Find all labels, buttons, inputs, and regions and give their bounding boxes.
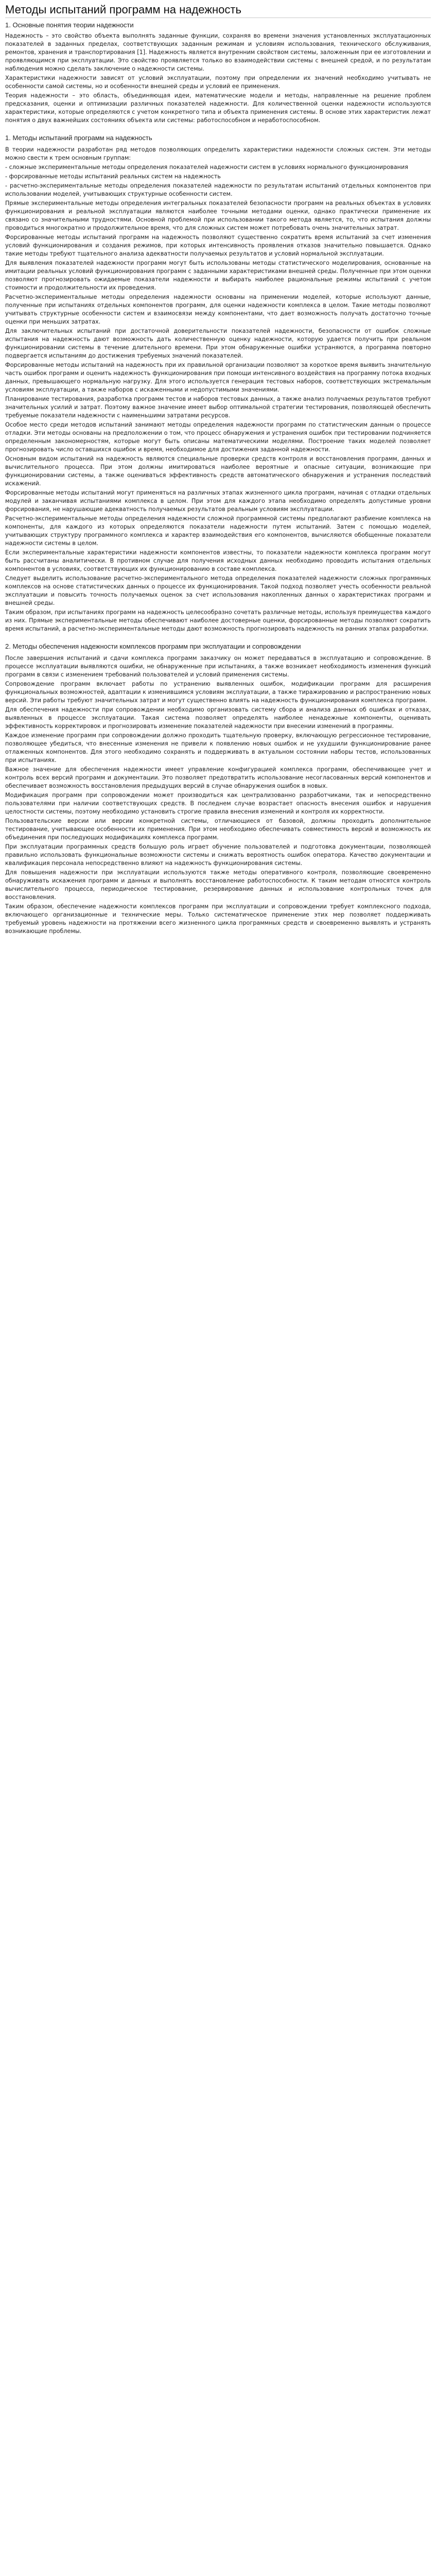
paragraph: Форсированные методы испытаний на надежность при их правильной организации позволяют за короткое время выявить значительную часть ошибок программ и оценить надежность функционирования при помощи интенсивного воздействия на программу потока входных данных, превышающего нормальную нагрузку. Для этого используется генерация тестовых наборов, соответствующих экстремальным условиям эксплуатации, а также наборов с искаженными и недопустимыми значениями. xyxy=(5,362,431,393)
paragraph: Каждое изменение программ при сопровождении должно проходить тщательную проверку, включающую регрессионное тестирование, позволяющее убедиться, что внесенные изменения не привели к появлению новых ошибок и не ухудшили функционирование ранее отлаженных компонентов. Для этого необходимо сохранять и поддерживать в актуальном состоянии наборы тестов, использованных при испытаниях. xyxy=(5,732,431,764)
paragraph: Характеристики надежности зависят от условий эксплуатации, поэтому при определении их значений необходимо учитывать не особенности самой системы, но и особенности внешней среды и условий ее применения. xyxy=(5,75,431,90)
list-item: - форсированные методы испытаний реальных систем на надежность xyxy=(5,173,221,180)
paragraph: Расчетно-экспериментальные методы определения надежности основаны на применении моделей, которые используют данные, полученные при испытаниях отдельных компонентов программ, для оценки надежности комплекса в целом. Такие методы позволяют учитывать структурные особенности систем и взаимосвязи между компонентами, что дает возможность получать достаточно точные оценки при меньших затратах. xyxy=(5,294,431,325)
paragraph: В теории надежности разработан ряд методов позволяющих определить характеристики надежности сложных систем. Эти методы можно свести к трем основным группам: xyxy=(5,146,431,161)
section-heading: 1. Методы испытаний программ на надежность xyxy=(5,134,152,142)
toc-entry: 1. Основные понятия теории надежности xyxy=(5,21,134,29)
paragraph: После завершения испытаний и сдачи комплекса программ заказчику он может передаваться в эксплуатацию и сопровождение. В процессе эксплуатации выявляются ошибки, не обнаруженные при испытаниях, а также возникает необходимость изменения функций программ в связи с изменением требований пользователей и условий применения системы. xyxy=(5,655,431,678)
paragraph: Для обеспечения надежности при сопровождении необходимо организовать систему сбора и анализа данных об ошибках и отказах, выявленных в процессе эксплуатации. Такая система позволяет определять наиболее ненадежные компоненты, оценивать эффективность корректировок и прогнозировать изменение показателей надежности при внесении изменений в программы. xyxy=(5,706,431,730)
paragraph: Для выявления показателей надежности программ могут быть использованы методы статистического моделирования, основанные на имитации реальных условий функционирования программ с заданными характеристиками внешней среды. Полученные при этом оценки позволяют прогнозировать ожидаемые показатели надежности и выбирать наиболее рациональные режимы испытаний с учетом стоимости и продолжительности их проведения. xyxy=(5,260,431,291)
paragraph: Планирование тестирования, разработка программ тестов и наборов тестовых данных, а также анализ получаемых результатов требуют значительных усилий и затрат. Поэтому важное значение имеет выбор оптимальной стратегии тестирования, позволяющей обеспечить требуемые показатели надежности с наименьшими затратами ресурсов. xyxy=(5,396,431,419)
paragraph: Форсированные методы испытаний могут применяться на различных этапах жизненного цикла программ, начиная с отладки отдельных модулей и заканчивая испытаниями комплекса в целом. При этом для каждого этапа необходимо определять допустимые уровни форсирования, не нарушающие адекватность получаемых результатов реальным условиям эксплуатации. xyxy=(5,489,431,513)
paragraph: Модификация программ при сопровождении может производиться как централизованно разработчиками, так и непосредственно пользователями при наличии соответствующих средств. В последнем случае возрастает опасность внесения ошибок и нарушения целостности системы, поэтому необходимо установить строгие правила внесения изменений и контроля их корректности. xyxy=(5,792,431,815)
section-testing-methods xyxy=(5,134,431,633)
article xyxy=(0,0,436,957)
page-title: Методы испытаний программ на надежность xyxy=(5,3,241,16)
paragraph: Расчетно-экспериментальные методы определения надежности сложной программной системы предполагают разбиение комплекса на компоненты, для каждого из которых определяются показатели надежности путем испытаний. Затем с помощью моделей, учитывающих структуру программного комплекса и характер взаимодействия его компонентов, вычисляются обобщенные показатели надежности системы в целом. xyxy=(5,515,431,547)
paragraph: Таким образом, обеспечение надежности комплексов программ при эксплуатации и сопровождении требует комплексного подхода, включающего организационные и технические меры. Только систематическое применение этих мер позволяет поддерживать требуемый уровень надежности на протяжении всего жизненного цикла программных средств и своевременно выявлять и устранять возникающие проблемы. xyxy=(5,903,431,935)
paragraph: Сопровождение программ включает работы по устранению выявленных ошибок, модификации программ для расширения функциональных возможностей, адаптации к изменившимся условиям эксплуатации, а также тиражированию и распространению новых версий. Эти работы требуют значительных затрат и могут существенно влиять на надежность функционирования комплекса программ. xyxy=(5,681,431,704)
paragraph: Надежность – это свойство объекта выполнять заданные функции, сохраняя во времени значения установленных эксплуатационных показателей в заданных пределах, соответствующих заданным режимам и условиям использования, технического обслуживания, ремонтов, хранения и транспортирования [1]. Надежность является внутренним свойством системы, заложенным при ее изготовлении и проявляющимся при эксплуатации. Это свойство проявляется только во взаимодействии системы с внешней средой, и по результатам наблюдения можно сделать заключение о надежности системы. xyxy=(5,32,431,72)
list-item: - сложные экспериментальные методы определения показателей надежности систем в условиях нормального функционирования xyxy=(5,164,408,171)
paragraph: При эксплуатации программных средств большую роль играет обучение пользователей и подготовка документации, позволяющей правильно использовать функциональные возможности системы и снижать вероятность ошибок оператора. Качество документации и квалификация персонала непосредственно влияют на надежность функционирования системы. xyxy=(5,843,431,867)
paragraph: Теория надежности – это область, объединяющая идеи, математические модели и методы, направленные на решение проблем предсказания, оценки и оптимизации различных показателей надежности. Для количественной оценки надежности используются характеристики, которые определяются с учетом конкретного типа и объекта применения системы. В основе этих характеристик лежат понятия о двух важнейших состояниях объекта или системы: работоспособном и неработоспособном. xyxy=(5,92,431,124)
paragraph: Особое место среди методов испытаний занимают методы определения надежности программ по статистическим данным о процессе отладки. Эти методы основаны на предположении о том, что процесс обнаружения и устранения ошибок при тестировании подчиняется определенным закономерностям, которые могут быть описаны математическими моделями. Построение таких моделей позволяет прогнозировать число оставшихся ошибок и время, необходимое для достижения заданной надежности. xyxy=(5,421,431,453)
section-maintenance-methods xyxy=(5,642,431,936)
paragraph: Для заключительных испытаний при достаточной доверительности показателей надежности, безопасности от ошибок сложные испытания на надежность дают возможность дать количественную оценку надежности, которую удается получить при реальном функционировании системы в течение длительного времени. При этом обнаруженные ошибки устраняются, а программа повторно подвергается испытаниям до достижения требуемых значений показателей. xyxy=(5,328,431,359)
paragraph: Форсированные методы испытаний программ на надежность позволяют существенно сократить время испытаний за счет изменения условий функционирования и создания режимов, при которых интенсивность проявления отказов значительно повышается. Однако такие методы требуют тщательного анализа адекватности получаемых результатов и условий нормальной эксплуатации. xyxy=(5,234,431,257)
paragraph: Прямые экспериментальные методы определения интегральных показателей безопасности программ на реальных объектах в условиях функционирования и реальной эксплуатации являются наиболее точными методами оценки, однако практически применение их связано со значительными трудностями. Основной проблемой при использовании такого метода является, то, что испытания должны проводиться многократно и продолжительное время, что для сложных систем может потребовать очень значительных затрат. xyxy=(5,200,431,231)
paragraph: Основным видом испытаний на надежность являются специальные проверки средств контроля и восстановления программ, данных и вычислительного процесса. При этом должны имитироваться наиболее вероятные и опасные ситуации, возникающие при функционировании системы, а также оцениваться эффективность средств автоматического обнаружения и устранения последствий искажений. xyxy=(5,455,431,487)
paragraph: Пользовательские версии или версии конкретной системы, отличающиеся от базовой, должны проходить дополнительное тестирование, учитывающее особенности их применения. При этом необходимо обеспечивать совместимость версий и возможность их объединения при последующих модификациях комплекса программ. xyxy=(5,818,431,841)
paragraph: Важное значение для обеспечения надежности имеет управление конфигурацией комплекса программ, обеспечивающее учет и контроль всех версий программ и документации. Это позволяет предотвратить использование несогласованных версий компонентов и обеспечивает возможность восстановления предыдущих версий в случае обнаружения ошибок в новых. xyxy=(5,766,431,789)
paragraph: Для повышения надежности при эксплуатации используются также методы оперативного контроля, позволяющие своевременно обнаруживать искажения программ и данных и выполнять восстановление работоспособности. К таким методам относятся контроль вычислительного процесса, периодическое тестирование, резервирование данных и использование контрольных точек для восстановления. xyxy=(5,869,431,901)
paragraph: Таким образом, при испытаниях программ на надежность целесообразно сочетать различные методы, используя преимущества каждого из них. Прямые экспериментальные методы обеспечивают наиболее достоверные оценки, форсированные методы позволяют сократить время испытаний, а расчетно-экспериментальные методы дают возможность прогнозировать надежность на ранних этапах разработки. xyxy=(5,609,431,632)
section-heading: 2. Методы обеспечения надежности комплексов программ при эксплуатации и сопровождении xyxy=(5,642,301,650)
paragraph: Следует выделить использование расчетно-экспериментального метода определения показателей надежности сложных программных комплексов на основе статистических данных о процессе их функционирования. Такой подход позволяет учесть особенности реальной эксплуатации и повысить точность получаемых оценок за счет использования накопленных данных о характеристиках программ и внешней среды. xyxy=(5,575,431,606)
intro-block xyxy=(5,32,431,125)
paragraph: Если экспериментальные характеристики надежности компонентов известны, то показатели надежности комплекса программ могут быть рассчитаны аналитически. В противном случае для получения исходных данных необходимо проводить испытания отдельных компонентов в условиях, соответствующих их функционированию в составе комплекса. xyxy=(5,549,431,572)
list-item: - расчетно-экспериментальные методы определения показателей надежности по результатам испытаний отдельных компонентов при использовании моделей, учитывающих структурные особенности систем. xyxy=(5,182,431,197)
